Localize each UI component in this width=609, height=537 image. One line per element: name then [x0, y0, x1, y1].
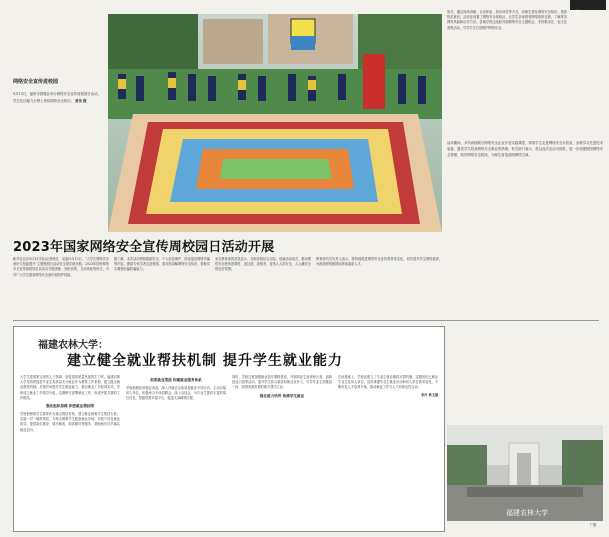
bottom-subhead-2: 拓宽就业渠道 构建就业服务体系	[150, 378, 202, 382]
caption-credit: 黄伟 摄	[75, 99, 87, 103]
top-headline: 2023年国家网络安全宣传周校园日活动开展	[13, 240, 275, 255]
section-tag: 动	[570, 0, 606, 10]
campus-activity-illustration	[108, 14, 442, 232]
university-gate-illustration	[447, 425, 603, 521]
bottom-subhead-3: 强化能力培养 助推学生就业	[259, 393, 305, 398]
bottom-credit: 李丹 林玉丽	[420, 392, 438, 397]
right-column-text-mid: 活动期间，多所高校联合网络安全企业开设实践课堂，带领学生走进网络安全实验室，参观学习先进技术装备，激发学生投身网络安全事业的热情。有关部门表示，将以此次活动为契机，进一步加强校园网络安全管理，筑牢网络安全防线，为师生营造清朗网络空间。	[447, 141, 603, 158]
caption-title: 网络安全宣传进校园	[13, 79, 59, 85]
bottom-photo-caption: 广摄	[590, 523, 597, 527]
photo-caption	[13, 78, 103, 228]
bottom-col-2: 拓宽就业渠道 构建就业服务体系 学校积极拓宽就业渠道，深入开展访企拓岗促就业专项行动，主动对接用人单位，积极举办专场招聘会、线上双选会，为毕业生提供丰富的岗位信息，搭建供需对接平台，促进人岗精准匹配。	[126, 378, 226, 401]
top-story-col-4: 教育部有关负责人表示，将持续推进网络安全宣传教育常态化，切实提升学生网络素养，为建设网络强国培养高素质人才。	[316, 257, 442, 267]
top-story-col-1: 新华社北京9月13日电(记者徐壮、吴晶)9月13日，“大学生网络安全意识与技能提升”主题校园日活动在全国多地开展。2023年国家网络安全宣传周校园日活动以专题讲座、知识竞赛、互动体验等形式，引导广大学生提高网络安全意识和防护技能。	[13, 257, 109, 277]
campus-gate-text: 福建农林大学	[506, 509, 548, 517]
bottom-col-4: 在此基础上，学校还建立了毕业生就业跟踪反馈机制，定期回访已就业毕业生及用人单位，及时掌握毕业生就业状况和用人单位需求变化，不断优化人才培养方案，推动就业工作与人才培养良性互动。 李丹 林玉丽	[338, 375, 438, 397]
caption-text: 9月13日，福州市鼓楼区举办网络安全宣传周校园日活动，学生在巨幅飞行棋上体验网络安全知识。 黄伟 摄	[13, 92, 101, 103]
top-story-col-3: 来自教育部的消息显示，各地各校结合实际，创新活动形式，推动网络安全教育进课堂、进社团、进宿舍，营造人人讲安全、人人懂安全的良好氛围。	[215, 257, 311, 272]
right-column-text-top: 形式，通过现场讲解、互动体验、知识问答等方式，向师生普及网络安全知识，提高防范意识。活动还设置了网络安全体验区，让学生亲身感受网络攻防过程，了解常见网络风险和应对方法。各地学校还组织开展网络安全主题班会、手抄报评比、征文比赛等活动，引导学生自觉维护网络安全。	[447, 10, 567, 30]
bottom-kicker: 福建农林大学：	[38, 340, 108, 351]
bottom-col-3: 同时，学校注重加强就业指导课程建设，开展职业生涯规划大赛、创新创业大赛等活动，提升学生综合素质和就业竞争力，引导毕业生到基层一线、到国家最需要的地方建功立业。 强化能力培养 助推学生就业	[232, 375, 332, 398]
bottom-headline: 建立健全就业帮扶机制 提升学生就业能力	[67, 353, 343, 369]
university-gate-photo	[447, 425, 603, 521]
bottom-col-1: 大学生是国家宝贵的人才资源，是促进高质量发展的生力军。福建农林大学坚持把促进毕业生高质量充分就业作为重要工作来抓，建立健全就业帮扶机制，多措并举提升学生就业能力，推动就业工作取得实效。学校成立就业工作领导小组，定期研究部署就业工作，形成齐抓共管的工作格局。 强化组织保障 织密就业帮扶网 学校把困难学生群体作为重点帮扶对象，建立就业困难学生帮扶台账，实施一对一精准帮扶，为每名困难学生配备就业导师，开展个性化就业指导，提供岗位推荐、简历修改、面试辅导等服务，帮助他们尽早落实就业去向。	[20, 375, 120, 432]
campus-activity-photo	[108, 14, 442, 232]
bottom-subhead-1: 强化组织保障 织密就业帮扶网	[46, 404, 94, 409]
top-story-col-2: 据了解，本次活动围绕数据安全、个人信息保护、防范电信网络诈骗等内容，邀请专家学者走进校园，面对面讲解网络安全知识，帮助学生增强识骗防骗能力。	[114, 257, 210, 272]
section-divider	[13, 320, 599, 321]
